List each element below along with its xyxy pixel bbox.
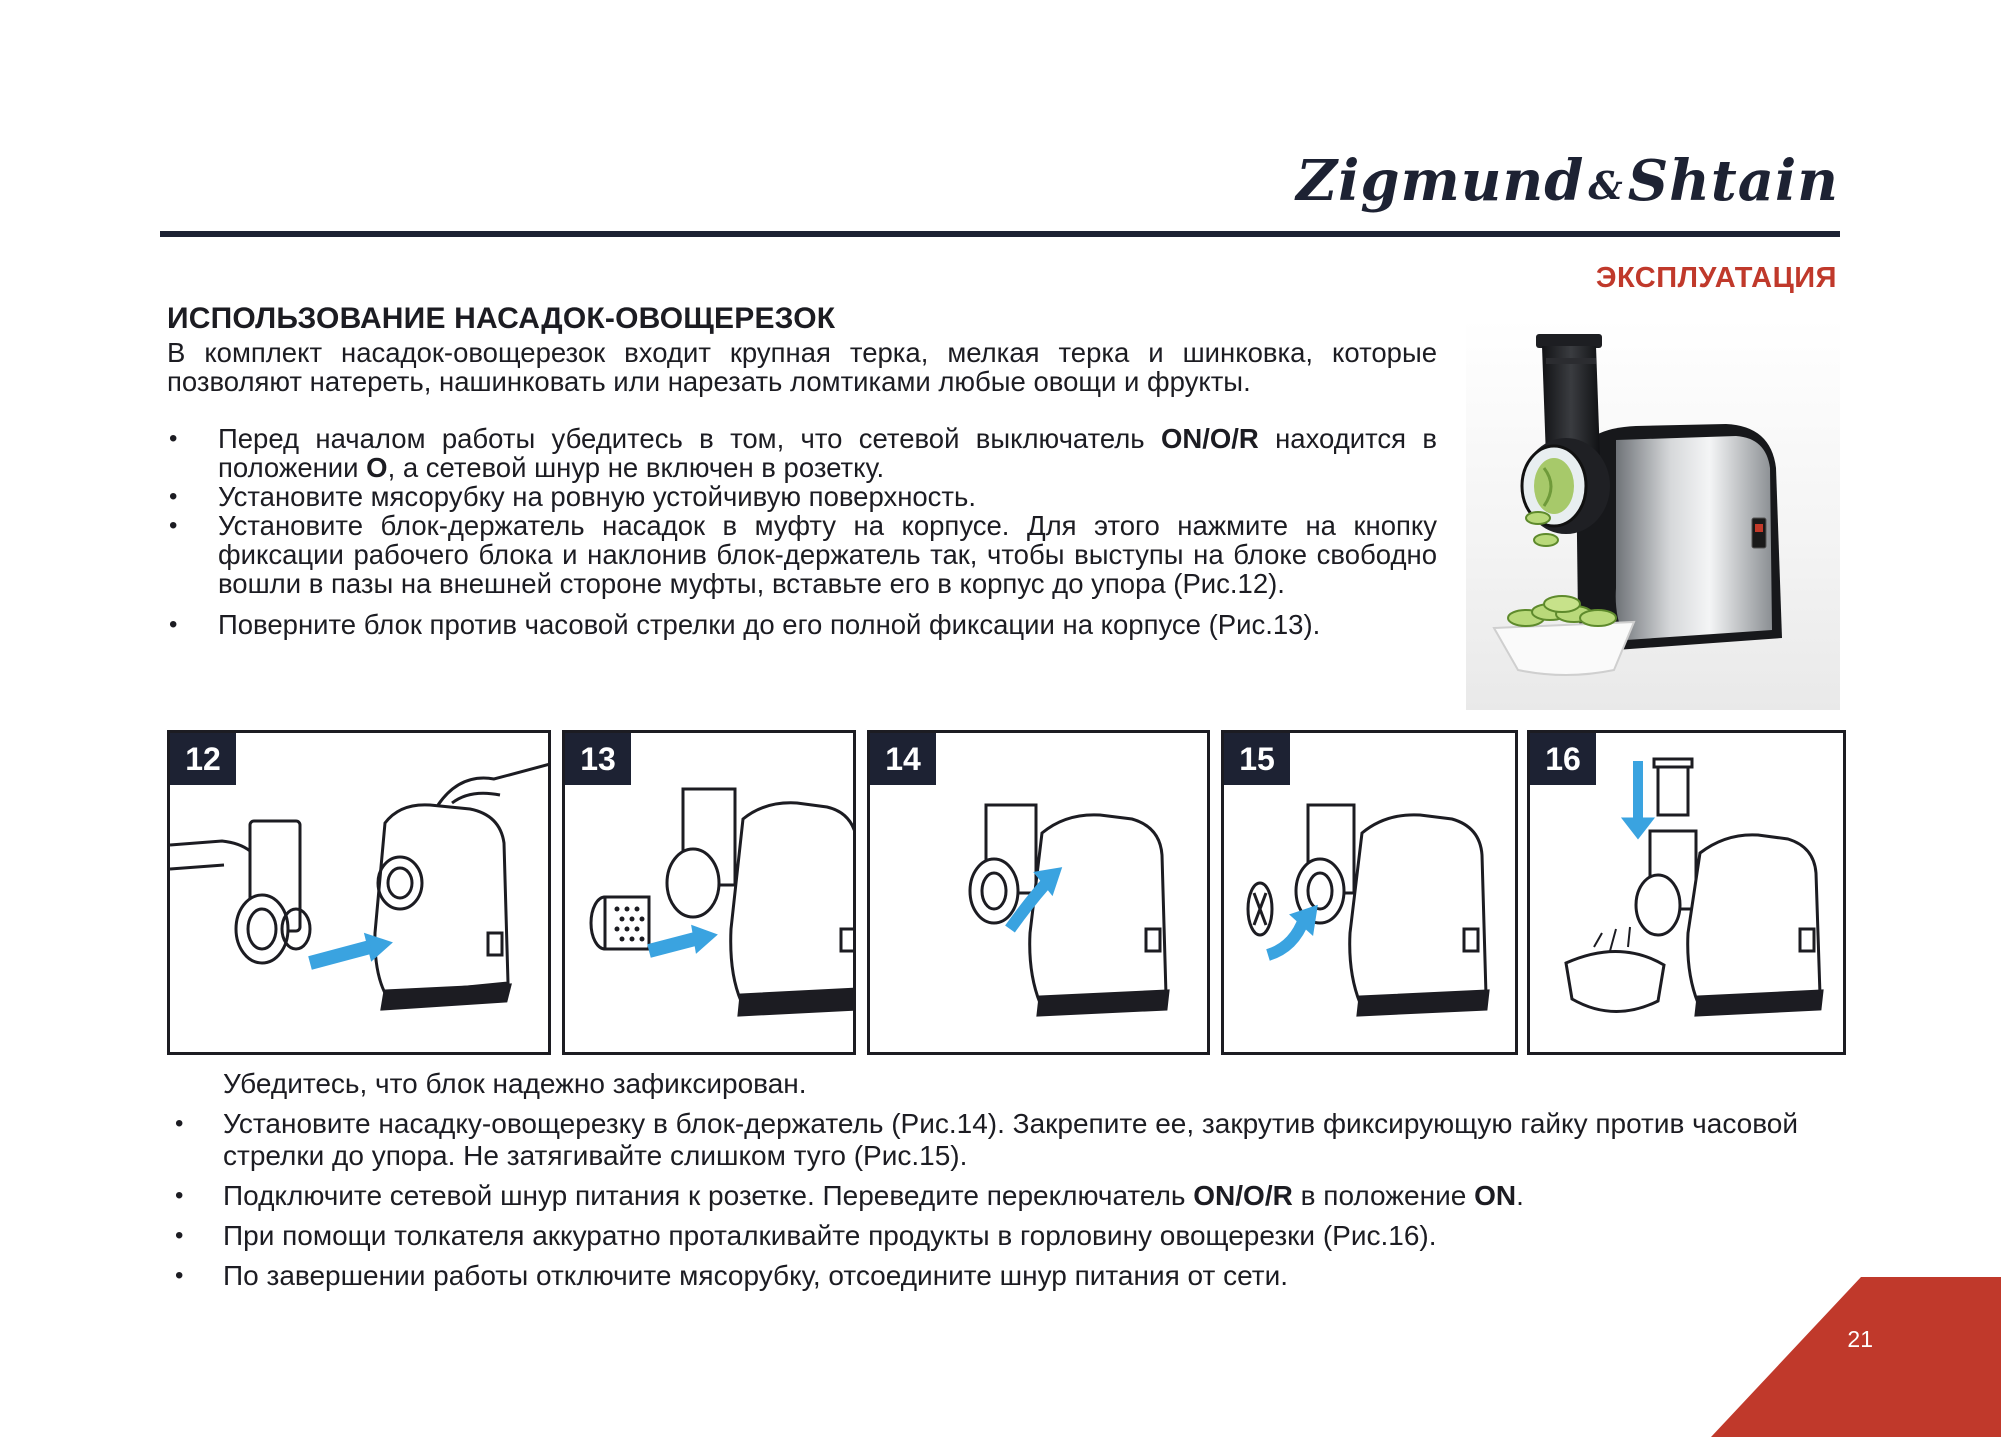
list-item: • Перед началом работы убедитесь в том, что сетевой выключатель ON/O/R находится в положении O, а сетевой шнур не включен в розетку. <box>169 423 1438 483</box>
product-image <box>1466 318 1840 710</box>
bullet-icon: • <box>175 1182 184 1209</box>
figure-number: 15 <box>1224 733 1290 785</box>
page-number: 21 <box>1847 1326 1873 1352</box>
section-label: ЭКСПЛУАТАЦИЯ <box>1595 262 1837 294</box>
list-item: • Установите мясорубку на ровную устойчивую поверхность. <box>169 481 976 512</box>
bullet-icon: • <box>169 483 178 510</box>
brand-logo <box>1296 148 1839 214</box>
instruction-list-top <box>167 424 1437 639</box>
figure-number: 13 <box>565 733 631 785</box>
figure-14 <box>867 730 1210 1055</box>
figure-15 <box>1221 730 1518 1055</box>
bullet-icon: • <box>175 1222 184 1249</box>
list-item: • Поверните блок против часовой стрелки до его полной фиксации на корпусе (Рис.13). <box>169 609 1321 640</box>
page-title: ИСПОЛЬЗОВАНИЕ НАСАДОК-ОВОЩЕРЕЗОК <box>167 302 836 335</box>
switch-label: ON/O/R <box>1160 423 1259 454</box>
bullet-icon: • <box>175 1110 184 1137</box>
bullet-icon: • <box>175 1262 184 1289</box>
figure-16 <box>1527 730 1846 1055</box>
list-item: • Установите блок-держатель насадок в муфту на корпусе. Для этого нажмите на кнопку фиксации рабочего блока и наклонив блок-держатель так, чтобы выступы на блоке свободно вошли в пазы на внешней стороне муфты, вставьте его в корпус до упора (Рис.12). <box>169 510 1437 599</box>
figure-12 <box>167 730 551 1055</box>
instruction-list-bottom <box>167 1068 1843 1300</box>
bullet-icon: • <box>169 512 178 539</box>
figure-number: 12 <box>170 733 236 785</box>
figure-13 <box>562 730 856 1055</box>
brand-name-left: Zigmund <box>1296 148 1585 214</box>
continuation-text: Убедитесь, что блок надежно зафиксирован. <box>223 1068 807 1099</box>
list-item: • При помощи толкателя аккуратно проталкивайте продукты в горловину овощерезки (Рис.16). <box>175 1220 1437 1251</box>
intro-paragraph: В комплект насадок-овощерезок входит крупная терка, мелкая терка и шинковка, которые позволяют натереть, нашинковать или нарезать ломтиками любые овощи и фрукты. <box>167 337 1437 397</box>
bullet-icon: • <box>169 425 178 452</box>
bullet-icon: • <box>169 611 178 638</box>
brand-ampersand: & <box>1588 162 1624 208</box>
list-item: • По завершении работы отключите мясорубку, отсоедините шнур питания от сети. <box>175 1260 1288 1291</box>
switch-label: ON/O/R <box>1193 1180 1293 1211</box>
position-on-label: ON <box>1474 1180 1517 1211</box>
list-item: • Подключите сетевой шнур питания к розетке. Переведите переключатель ON/O/R в положение ON. <box>175 1180 1524 1211</box>
position-o-label: O <box>366 452 388 483</box>
figure-number: 16 <box>1530 733 1596 785</box>
page-corner-decoration <box>1711 1277 2001 1437</box>
list-item: • Установите насадку-овощерезку в блок-держатель (Рис.14). Закрепите ее, закрутив фиксирующую гайку против часовой стрелки до упора. Не затягивайте слишком туго (Рис.15). <box>175 1108 1798 1171</box>
figure-number: 14 <box>870 733 936 785</box>
brand-name-right: Shtain <box>1627 148 1839 214</box>
header-rule <box>160 231 1840 237</box>
